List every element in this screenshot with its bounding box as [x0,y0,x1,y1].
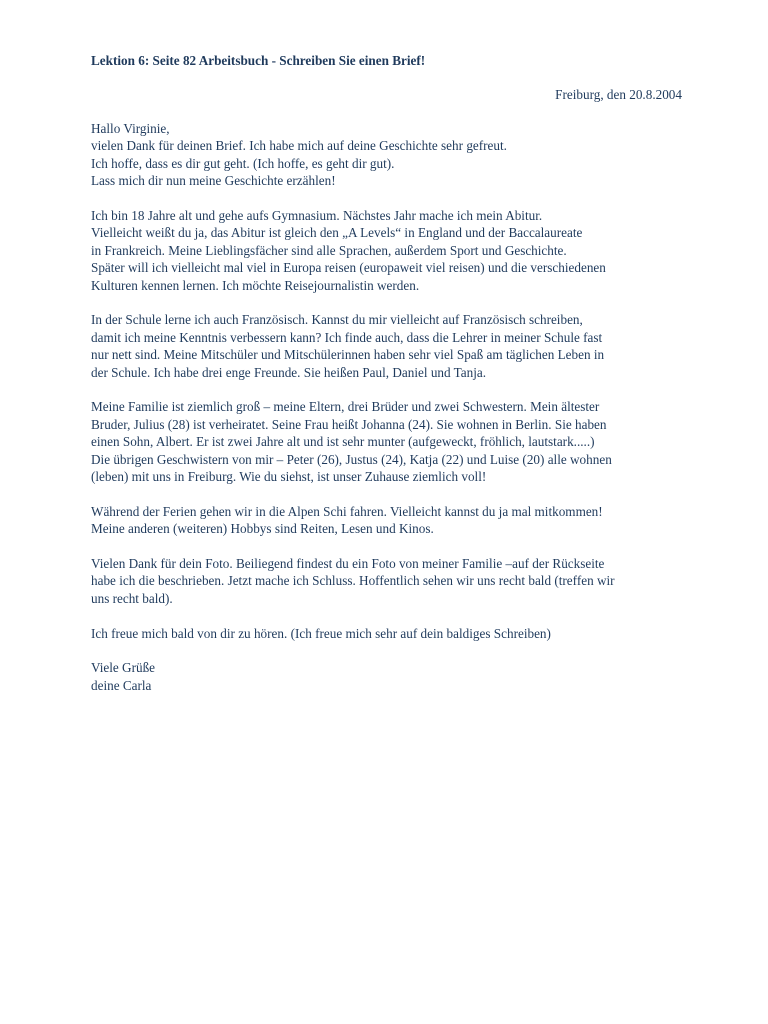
text-line: (leben) mit uns in Freiburg. Wie du siehst, ist unser Zuhause ziemlich voll! [91,469,487,485]
text-line: einen Sohn, Albert. Er ist zwei Jahre alt und ist sehr munter (aufgeweckt, fröhlich, lautstark.....) [91,434,595,450]
paragraph-photo [91,555,711,607]
text-line: Vielen Dank für dein Foto. Beiliegend findest du ein Foto von meiner Familie –auf der Rückseite [91,556,605,572]
text-line: In der Schule lerne ich auch Französisch. Kannst du mir vielleicht auf Französisch schreiben, [91,312,583,328]
text-line: Meine Familie ist ziemlich groß – meine Eltern, drei Brüder und zwei Schwestern. Mein ältester [91,399,600,415]
paragraph-about-me [91,207,711,294]
text-line: Ich hoffe, dass es dir gut geht. (Ich hoffe, es geht dir gut). [91,155,395,171]
text-line: damit ich meine Kenntnis verbessern kann? Ich finde auch, dass die Lehrer in meiner Schule fast [91,329,603,345]
signature-name: deine Carla [91,677,152,693]
place-date: Freiburg, den 20.8.2004 [555,87,682,102]
text-line: Die übrigen Geschwistern von mir – Peter (26), Justus (24), Katja (22) und Luise (20) alle wohnen [91,451,612,467]
text-line: vielen Dank für deinen Brief. Ich habe mich auf deine Geschichte sehr gefreut. [91,138,507,154]
text-line: Bruder, Julius (28) ist verheiratet. Seine Frau heißt Johanna (24). Sie wohnen in Berlin. Sie haben [91,416,607,432]
paragraph-hobbies [91,503,711,538]
sign-off: Viele Grüße [91,660,156,676]
text-line: habe ich die beschrieben. Jetzt mache ich Schluss. Hoffentlich sehen wir uns recht bald (treffen wir [91,573,615,589]
letter-heading: Lektion 6: Seite 82 Arbeitsbuch - Schreiben Sie einen Brief! [91,53,426,68]
text-line: Ich bin 18 Jahre alt und gehe aufs Gymnasium. Nächstes Jahr mache ich mein Abitur. [91,208,543,224]
text-line: Hallo Virginie, [91,121,170,136]
text-line: der Schule. Ich habe drei enge Freunde. Sie heißen Paul, Daniel und Tanja. [91,364,487,380]
paragraph-school [91,311,711,381]
text-line: uns recht bald). [91,590,173,606]
paragraph-greeting [91,120,711,190]
paragraph-family [91,398,711,485]
letter-body [91,120,711,712]
text-line: Meine anderen (weiteren) Hobbys sind Reiten, Lesen und Kinos. [91,521,434,537]
text-line: Vielleicht weißt du ja, das Abitur ist gleich den „A Levels“ in England und der Baccalaureate [91,225,583,241]
text-line: Später will ich vielleicht mal viel in Europa reisen (europaweit viel reisen) und die verschiedenen [91,260,606,276]
text-line: Während der Ferien gehen wir in die Alpen Schi fahren. Vielleicht kannst du ja mal mitkommen! [91,503,603,519]
text-line: nur nett sind. Meine Mitschüler und Mitschülerinnen haben sehr viel Spaß am täglichen Leben in [91,347,605,363]
paragraph-closing [91,625,711,642]
text-line: Ich freue mich bald von dir zu hören. (Ich freue mich sehr auf dein baldiges Schreiben) [91,625,551,641]
text-line: in Frankreich. Meine Lieblingsfächer sind alle Sprachen, außerdem Sport und Geschichte. [91,242,567,258]
signature-block [91,659,711,694]
text-line: Kulturen kennen lernen. Ich möchte Reisejournalistin werden. [91,277,420,293]
text-line: Lass mich dir nun meine Geschichte erzählen! [91,173,336,189]
